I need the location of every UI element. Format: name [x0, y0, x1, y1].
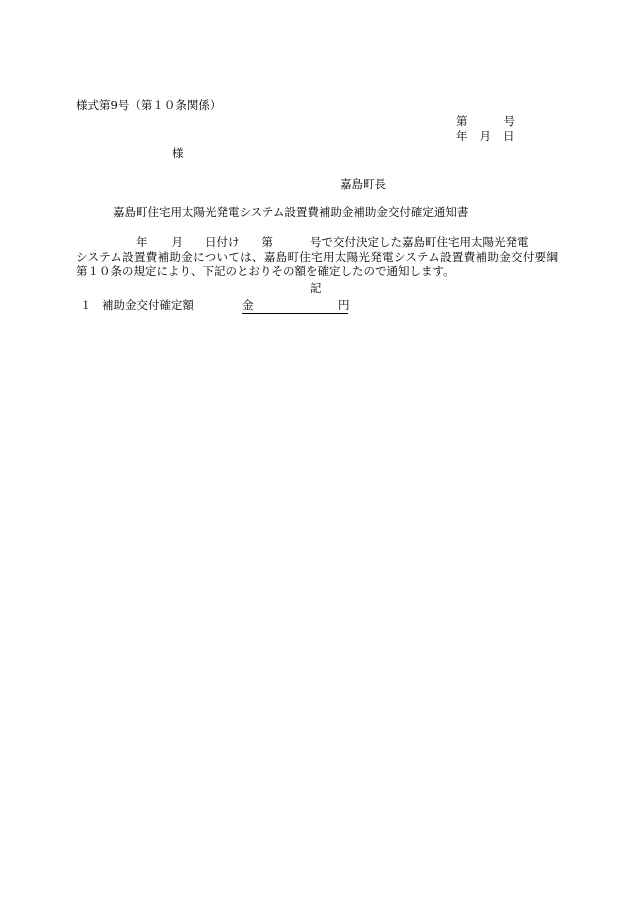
document-number-dai: 第 — [456, 114, 468, 128]
document-title: 嘉島町住宅用太陽光発電システム設置費補助金補助金交付確定通知書 — [113, 205, 469, 219]
item-row — [80, 300, 348, 314]
item-number: １ — [80, 298, 92, 312]
body-line-3: 第１０条の規定により、下記のとおりその額を確定したので通知します。 — [76, 264, 455, 278]
issuer: 嘉島町長 — [340, 177, 386, 191]
body-month: 月 — [171, 235, 183, 249]
notice-body — [76, 235, 558, 279]
ki-heading: 記 — [310, 281, 322, 295]
body-dai: 第 — [261, 235, 273, 249]
document-date-month: 月 — [479, 129, 491, 143]
document-date — [456, 131, 515, 143]
document-date-year: 年 — [456, 129, 468, 143]
body-line1-rest: 号で交付決定した嘉島町住宅用太陽光発電 — [310, 235, 529, 249]
form-number: 様式第9号（第１０条関係） — [76, 98, 222, 112]
amount-prefix: 金 — [242, 298, 254, 312]
addressee-suffix: 様 — [172, 146, 184, 160]
item-label: 補助金交付確定額 — [102, 298, 194, 312]
document-number — [456, 116, 515, 128]
amount-unit: 円 — [338, 298, 350, 312]
body-line-2: システム設置費補助金については、嘉島町住宅用太陽光発電システム設置費補助金交付要綱 — [76, 249, 558, 264]
document-number-go: 号 — [503, 114, 515, 128]
body-date-suffix: 日付け — [205, 235, 240, 249]
amount-field — [242, 300, 348, 314]
body-year: 年 — [136, 235, 148, 249]
document-date-day: 日 — [503, 129, 515, 143]
body-line-1 — [76, 235, 558, 250]
